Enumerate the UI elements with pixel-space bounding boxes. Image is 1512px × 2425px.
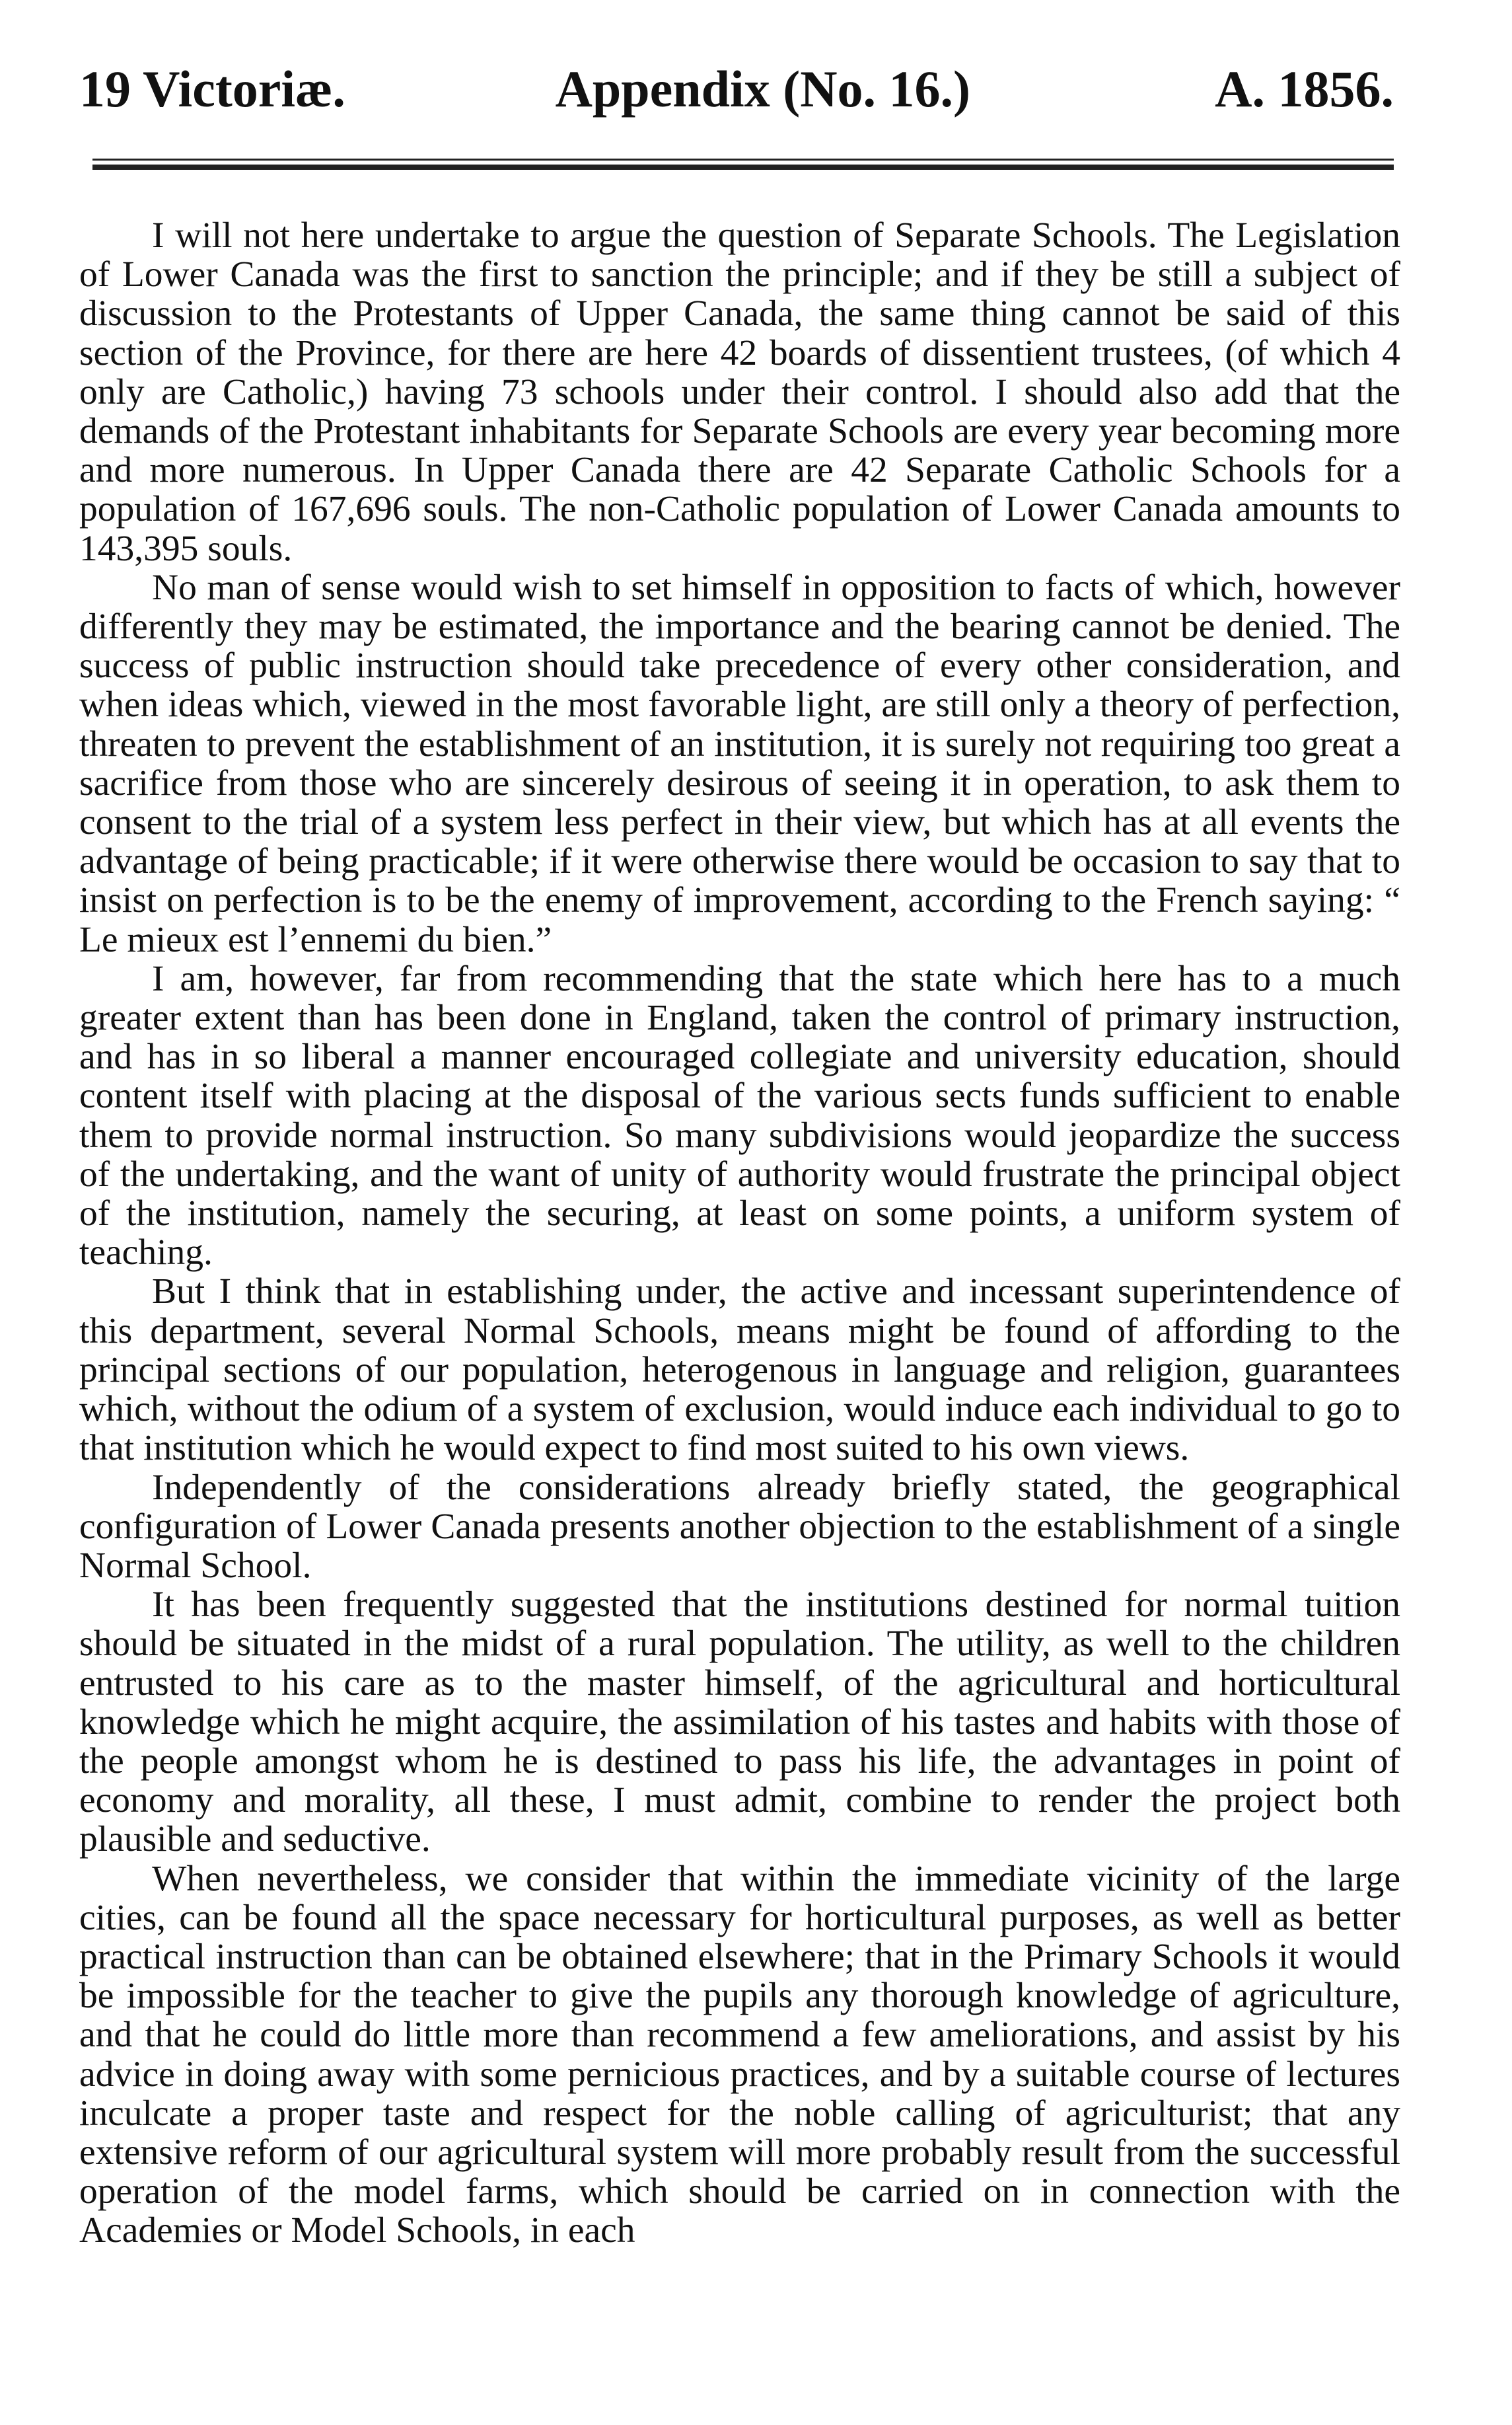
paragraph-no-man-of-sense: No man of sense would wish to set himself in opposition to facts of which, however differently they may be estimated, the importance and the bearing cannot be denied. The success of public instruction should take precedence of every other consideration, and when ideas which, viewed in the most favorable light, are still only a theory of perfection, threaten to prevent the establishment of an institution, it is surely not requiring too great a sacrifice from those who are sincerely desirous of seeing it in operation, to ask them to consent to the trial of a system less perfect in their view, but which has at all events the advantage of being practicable; if it were otherwise there would be occasion to say that to insist on perfection is to be the enemy of improvement, according to the French saying: “ Le mieux est l’ennemi du bien.” [79, 567, 1400, 960]
paragraph-rural-population: It has been frequently suggested that the institutions destined for normal tuition should be situated in the midst of a rural population. The utility, as well to the children entrusted to his care as to the master himself, of the agricultural and horticultural knowledge which he might acquire, the assimilation of his tastes and habits with those of the people amongst whom he is destined to pass his life, the advantages in point of economy and morality, all these, I must admit, combine to render the project both plausible and seductive. [79, 1585, 1400, 1860]
header-rule [92, 159, 1394, 170]
header-year: A. 1856. [1215, 60, 1394, 118]
paragraph-several-normal-schools: But I think that in establishing under, the active and incessant superintendence of this department, several Normal Schools, means might be found of affording to the principal sections of our population, heterogenous in language and religion, guarantees which, without the odium of a system of exclusion, would induce each individual to go to that institution which he would expect to find most suited to his own views. [79, 1271, 1400, 1469]
header-rule-thick [92, 165, 1394, 170]
header-rule-thin [92, 159, 1394, 161]
document-page [79, 59, 1400, 2251]
header-session: 19 Victoriæ. [79, 60, 345, 118]
body-text [79, 216, 1400, 2251]
running-header [79, 59, 1400, 132]
header-appendix: Appendix (No. 16.) [555, 60, 970, 118]
paragraph-separate-schools: I will not here undertake to argue the question of Separate Schools. The Legislation of Lower Canada was the first to sanction the principle; and if they be still a subject of discussion to the Protestants of Upper Canada, the same thing cannot be said of this section of the Province, for there are here 42 boards of dissentient trustees, (of which 4 only are Catholic,) having 73 schools under their control. I should also add that the demands of the Protestant inhabitants for Separate Schools are every year becoming more and more numerous. In Upper Canada there are 42 Separate Catholic Schools for a population of 167,696 souls. The non-Catholic population of Lower Canada amounts to 143,395 souls. [79, 215, 1400, 569]
paragraph-recommending: I am, however, far from recommending that the state which here has to a much greater extent than has been done in England, taken the control of primary instruction, and has in so liberal a manner encouraged collegiate and university education, should content itself with placing at the disposal of the various sects funds sufficient to enable them to provide normal instruction. So many subdivisions would jeopardize the success of the undertaking, and the want of unity of authority would frustrate the principal object of the institution, namely the securing, at least on some points, a uniform system of teaching. [79, 958, 1400, 1273]
paragraph-large-cities: When nevertheless, we consider that within the immediate vicinity of the large cities, can be found all the space necessary for horticultural purposes, as well as better practical instruction than can be obtained elsewhere; that in the Primary Schools it would be impossible for the teacher to give the pupils any thorough knowledge of agriculture, and that he could do little more than recommend a few ameliorations, and assist by his advice in doing away with some pernicious practices, and by a suitable course of lectures inculcate a proper taste and respect for the noble calling of agriculturist; that any extensive reform of our agricultural system will more probably result from the successful operation of the model farms, which should be carried on in connection with the Academies or Model Schools, in each [79, 1858, 1400, 2251]
paragraph-geographical-configuration: Independently of the considerations already briefly stated, the geographical configuration of Lower Canada presents another objection to the establishment of a single Normal School. [79, 1467, 1400, 1586]
